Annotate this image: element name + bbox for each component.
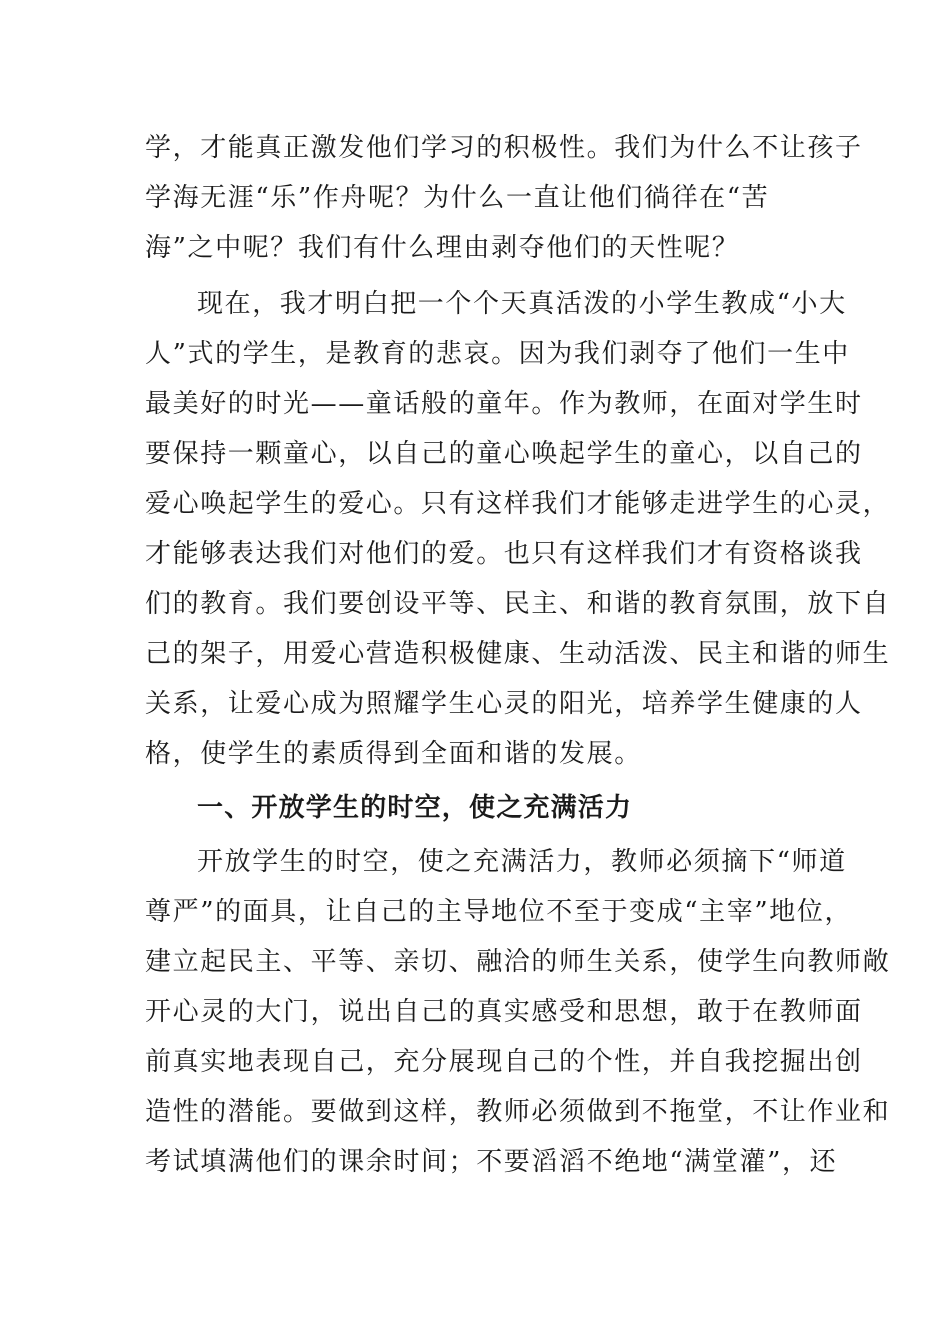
paragraph-2-line: 要保持一颗童心，以自己的童心唤起学生的童心，以自己的 <box>145 439 863 469</box>
paragraph-3-line: 前真实地表现自己，充分展现自己的个性，并自我挖掘出创 <box>145 1047 863 1077</box>
paragraph-2-line: 关系，让爱心成为照耀学生心灵的阳光，培养学生健康的人 <box>145 689 863 719</box>
paragraph-2-line: 格，使学生的素质得到全面和谐的发展。 <box>145 739 642 769</box>
paragraph-1-line: 学，才能真正激发他们学习的积极性。我们为什么不让孩子 <box>145 133 863 163</box>
paragraph-2-line: 爱心唤起学生的爱心。只有这样我们才能够走进学生的心灵， <box>145 489 891 519</box>
paragraph-2-line: 人”式的学生，是教育的悲哀。因为我们剥夺了他们一生中 <box>145 339 850 369</box>
paragraph-2-line: 最美好的时光——童话般的童年。作为教师，在面对学生时 <box>145 389 863 419</box>
paragraph-3-line: 开放学生的时空，使之充满活力，教师必须摘下“师道 <box>197 847 847 877</box>
paragraph-3-line: 开心灵的大门，说出自己的真实感受和思想，敢于在教师面 <box>145 997 863 1027</box>
paragraph-3-line: 尊严”的面具，让自己的主导地位不至于变成“主宰”地位， <box>145 897 853 927</box>
paragraph-3-line: 建立起民主、平等、亲切、融洽的师生关系，使学生向教师敞 <box>145 947 891 977</box>
paragraph-2-line: 现在，我才明白把一个个天真活泼的小学生教成“小大 <box>197 289 847 319</box>
paragraph-2-line: 己的架子，用爱心营造积极健康、生动活泼、民主和谐的师生 <box>145 639 891 669</box>
paragraph-1-line: 海”之中呢？我们有什么理由剥夺他们的天性呢？ <box>145 233 740 263</box>
section-heading: 一、开放学生的时空，使之充满活力 <box>197 793 633 823</box>
paragraph-3-line: 考试填满他们的课余时间；不要滔滔不绝地“满堂灌”，还 <box>145 1147 838 1177</box>
paragraph-2-line: 们的教育。我们要创设平等、民主、和谐的教育氛围，放下自 <box>145 589 891 619</box>
paragraph-3-line: 造性的潜能。要做到这样，教师必须做到不拖堂，不让作业和 <box>145 1097 891 1127</box>
paragraph-2-line: 才能够表达我们对他们的爱。也只有这样我们才有资格谈我 <box>145 539 863 569</box>
paragraph-1-line: 学海无涯“乐”作舟呢？为什么一直让他们徜徉在“苦 <box>145 183 770 213</box>
